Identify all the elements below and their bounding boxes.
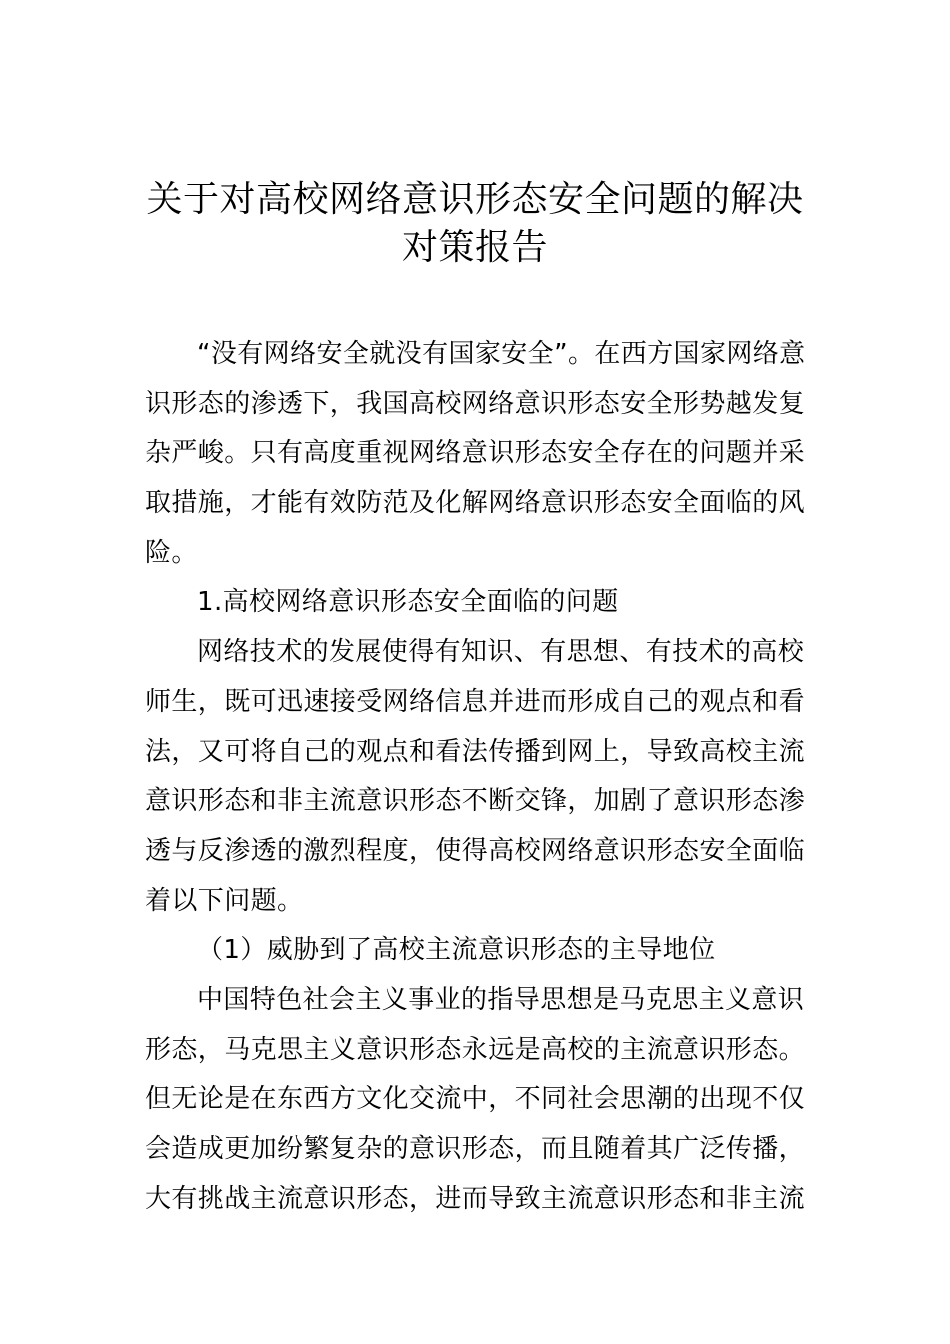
document-title-line-1: 关于对高校网络意识形态安全问题的解决 [146,179,804,220]
paragraph-line: 大有挑战主流意识形态，进而导致主流意识形态和非主流 [145,1183,806,1214]
paragraph-line: 取措施，才能有效防范及化解网络意识形态安全面临的风 [145,488,806,519]
paragraph-line: 中国特色社会主义事业的指导思想是马克思主义意识 [197,984,805,1015]
paragraph-line: 形态，马克思主义意识形态永远是高校的主流意识形态。 [145,1034,806,1065]
paragraph-line: 但无论是在东西方文化交流中，不同社会思潮的出现不仅 [145,1084,806,1115]
paragraph-line: 法，又可将自己的观点和看法传播到网上，导致高校主流 [145,736,806,767]
section-heading: 1.高校网络意识形态安全面临的问题 [197,587,619,618]
paragraph-line: 透与反渗透的激烈程度，使得高校网络意识形态安全面临 [145,835,806,866]
paragraph-line: 网络技术的发展使得有知识、有思想、有技术的高校 [197,637,805,668]
document-body [145,330,809,1224]
paragraph-line: 会造成更加纷繁复杂的意识形态，而且随着其广泛传播， [145,1134,806,1164]
document-title-line-2: 对策报告 [401,227,548,268]
paragraph-line: 着以下问题。 [145,885,304,916]
subsection-heading: （1）威胁到了高校主流意识形态的主导地位 [197,935,716,966]
paragraph-line: 险。 [145,537,198,568]
paragraph-line: 杂严峻。只有高度重视网络意识形态安全存在的问题并采 [145,438,806,469]
paragraph-line: “没有网络安全就没有国家安全”。在西方国家网络意 [197,339,806,369]
paragraph-line: 识形态的渗透下，我国高校网络意识形态安全形势越发复 [145,388,806,419]
paragraph-line: 师生，既可迅速接受网络信息并进而形成自己的观点和看 [145,686,806,717]
paragraph-line: 意识形态和非主流意识形态不断交锋，加剧了意识形态渗 [145,786,806,817]
